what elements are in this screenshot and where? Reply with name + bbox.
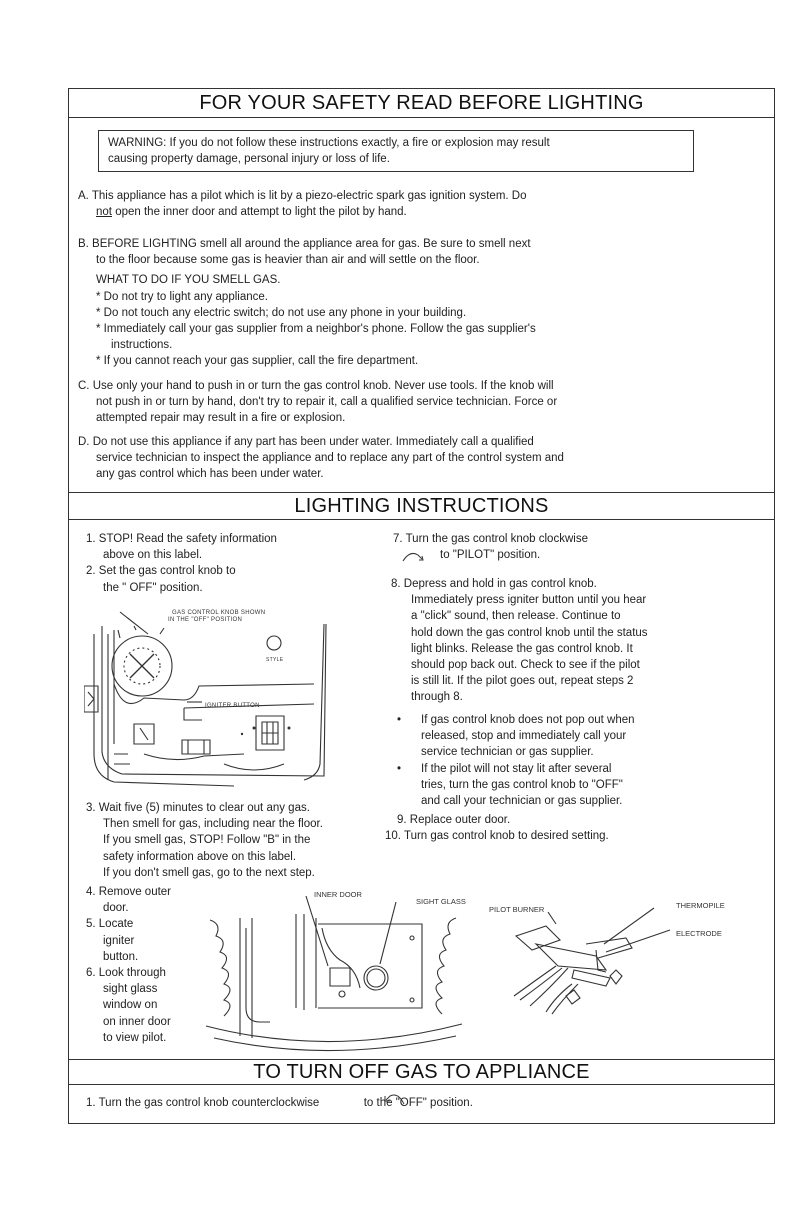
bullet-line: and call your technician or gas supplier.	[421, 795, 623, 808]
clockwise-arrow-icon	[402, 549, 426, 563]
step-8-bullets	[397, 712, 687, 809]
step-line: 3. Wait five (5) minutes to clear out any gas.	[86, 802, 310, 814]
bullet-icon: •	[397, 762, 402, 775]
safety-title: FOR YOUR SAFETY READ BEFORE LIGHTING	[199, 92, 644, 114]
figure-label: THERMOPILE	[676, 901, 725, 910]
step-line: 8. Depress and hold in gas control knob.	[391, 578, 597, 590]
lighting-title: LIGHTING INSTRUCTIONS	[294, 495, 549, 517]
step-line: If you don't smell gas, go to the next step.	[103, 866, 315, 879]
step-line: a "click" sound, then release. Continue to	[411, 610, 621, 623]
safety-paragraph-a	[78, 188, 758, 220]
figure-label: GAS CONTROL KNOB SHOWN	[172, 610, 266, 616]
bullet-icon: •	[397, 714, 402, 726]
turnoff-step-1	[86, 1095, 606, 1111]
step-line: hold down the gas control knob until the status	[411, 626, 648, 639]
warning-box	[98, 130, 694, 172]
text-line: * Do not touch any electric switch; do not use any phone in your building.	[96, 306, 467, 319]
safety-paragraph-c	[78, 378, 768, 427]
step-line: 10. Turn gas control knob to desired setting.	[385, 830, 609, 843]
text-line: not push in or turn by hand, don't try to repair it, call a qualified service technician. Force or	[96, 396, 558, 409]
text-line: A. This appliance has a pilot which is lit by a piezo-electric spark gas ignition system. Do	[78, 190, 527, 202]
divider	[68, 519, 775, 520]
step-line: safety information above on this label.	[103, 850, 297, 863]
step-line: button.	[103, 950, 139, 963]
figure-label: INNER DOOR	[314, 890, 362, 899]
bullet-line: tries, turn the gas control knob to "OFF"	[421, 778, 623, 791]
step-line: window on	[103, 999, 158, 1012]
step-line: to the "OFF" position.	[363, 1097, 473, 1109]
inner-door-illustration	[200, 888, 470, 1060]
step-line: should pop back out. Check to see if the pilot	[411, 659, 640, 672]
bullet-line: service technician or gas supplier.	[421, 746, 594, 759]
text-line: open the inner door and attempt to light the pilot by hand.	[112, 206, 407, 219]
step-line: 1. Turn the gas control knob counterclockwise	[86, 1097, 320, 1109]
step-line: igniter	[103, 934, 135, 947]
steps-4-6	[86, 884, 206, 1046]
divider	[68, 492, 775, 493]
figure-label: IGNITER BUTTON	[205, 703, 260, 709]
steps-9-10	[385, 812, 681, 844]
warning-line: WARNING: If you do not follow these instructions exactly, a fire or explosion may result	[108, 137, 550, 149]
warning-line: causing property damage, personal injury or loss of life.	[108, 153, 390, 165]
text-line: * Do not try to light any appliance.	[96, 290, 268, 303]
step-line: through 8.	[411, 691, 463, 704]
figure-label: IN THE "OFF" POSITION	[168, 617, 243, 623]
safety-paragraph-d	[78, 434, 768, 483]
step-3	[86, 800, 386, 881]
safety-paragraph-b	[78, 236, 758, 370]
text-line: * Immediately call your gas supplier from a neighbor's phone. Follow the gas supplier's	[96, 323, 536, 336]
bullet-line: released, stop and immediately call your	[421, 730, 627, 743]
pilot-burner-illustration	[476, 900, 736, 1020]
text-line: to the floor because some gas is heavier than air and will settle on the floor.	[96, 254, 480, 267]
step-line: sight glass	[103, 983, 158, 996]
figure-label: SIGHT GLASS	[416, 897, 466, 906]
step-line: Then smell for gas, including near the floor.	[103, 818, 323, 831]
figure-label: ELECTRODE	[676, 929, 722, 938]
bullet-line: • If the pilot will not stay lit after several	[397, 761, 687, 777]
figure-label: PILOT BURNER	[489, 905, 545, 914]
text-line: B. BEFORE LIGHTING smell all around the appliance area for gas. Be sure to smell next	[78, 238, 531, 250]
text-line: * If you cannot reach your gas supplier, call the fire department.	[96, 355, 419, 368]
step-line: above on this label.	[103, 549, 203, 562]
underlined-text: not	[96, 206, 112, 219]
gas-control-illustration	[84, 604, 344, 794]
step-line: If you smell gas, STOP! Follow "B" in the	[103, 834, 311, 847]
step-line: 4. Remove outer	[86, 886, 172, 898]
step-line: 9. Replace outer door.	[397, 814, 511, 826]
text-line: attempted repair may result in a fire or explosion.	[96, 412, 346, 425]
step-8	[391, 576, 681, 706]
figure-label: STYLE	[266, 657, 284, 663]
bullet-line: • If gas control knob does not pop out when	[397, 712, 687, 728]
counterclockwise-arrow-icon	[382, 1090, 406, 1106]
step-line: 1. STOP! Read the safety information	[86, 533, 277, 545]
text-line: instructions.	[111, 339, 173, 352]
step-line: Immediately press igniter button until you hear	[411, 594, 647, 607]
text-line: D. Do not use this appliance if any part has been under water. Immediately call a qualified	[78, 436, 534, 448]
divider	[68, 1084, 775, 1085]
step-line: to "PILOT" position.	[440, 549, 541, 562]
steps-1-2	[86, 531, 376, 596]
step-line: 7. Turn the gas control knob clockwise	[393, 533, 588, 545]
step-line: on inner door	[103, 1015, 171, 1028]
step-line: is still lit. If the pilot goes out, repeat steps 2	[411, 675, 634, 688]
step-line: 2. Set the gas control knob to	[86, 565, 236, 578]
step-line: door.	[103, 902, 129, 915]
step-line: light blinks. Release the gas control knob. It	[411, 642, 633, 655]
turnoff-title: TO TURN OFF GAS TO APPLIANCE	[253, 1061, 590, 1083]
step-line: 6. Look through	[86, 967, 166, 980]
step-7	[393, 531, 673, 563]
step-line: 5. Locate	[86, 918, 134, 931]
divider	[68, 117, 775, 118]
step-line: the " OFF" position.	[103, 581, 203, 594]
what-to-do-heading: WHAT TO DO IF YOU SMELL GAS.	[96, 274, 281, 287]
text-line: C. Use only your hand to push in or turn the gas control knob. Never use tools. If the knob will	[78, 380, 554, 392]
text-line: any gas control which has been under water.	[96, 468, 324, 481]
text-line: service technician to inspect the appliance and to replace any part of the control system and	[96, 452, 564, 465]
step-line: to view pilot.	[103, 1031, 167, 1044]
